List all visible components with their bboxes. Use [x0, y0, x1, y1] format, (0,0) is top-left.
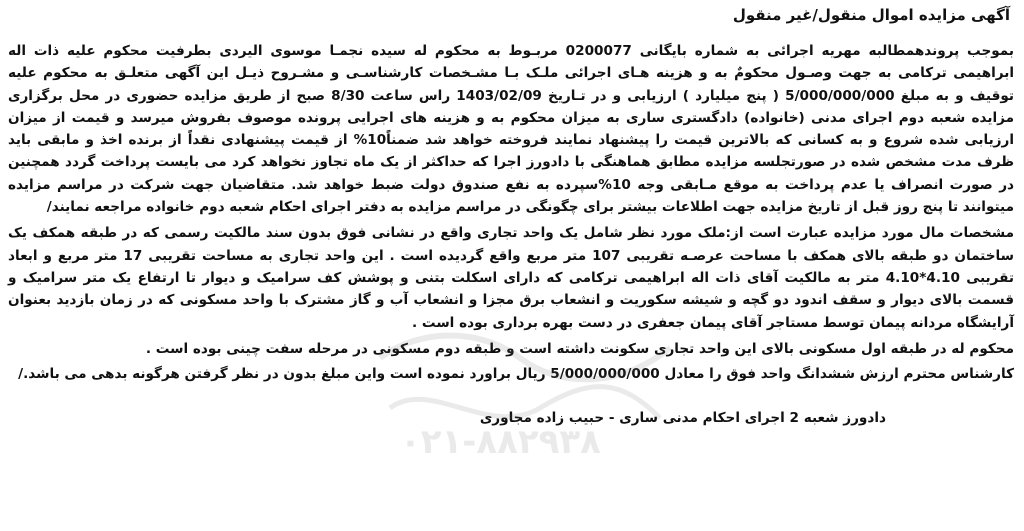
- auction-notice: [8, 4, 1014, 526]
- valuation-paragraph: کارشناس محترم ارزش ششدانگ واحد فوق را معادل 5/000/000/000 ریال براورد نموده است واین مبلغ بدون در نظر گرفتن هرگونه بدهی می باشد./: [18, 366, 1014, 383]
- notice-title: آگهی مزایده اموال منقول/غیر منقول: [732, 6, 1010, 24]
- occupancy-paragraph: محکوم له در طبقه اول مسکونی بالای این واحد تجاری سکونت داشته است و طبقه دوم مسکونی در مرحله سفت چینی بوده است .: [145, 340, 1014, 357]
- svg-text:۰۲۱-۸۸۲۹۳۸: ۰۲۱-۸۸۲۹۳۸: [400, 422, 601, 462]
- property-description-paragraph: مشخصات مال مورد مزایده عبارت است از:ملک مورد نظر شامل یک واحد تجاری واقع در نشانی فوق بدون سند مالکیت رسمی که در طبقه همکف یک ساختمان دو طبقه بالای همکف با مساحت عرصـه تقریبی 107 متر مربع واقع گردیده است . این واحد تجاری به مساحت تقریبی 17 متر مربع و ابعاد تقریبی 4.10*4.10 متر به مالکیت آقای ذات اله ابراهیمی ترکامی که دارای اسکلت بتنی و پوشش کف سرامیک و دیوار تا ارتفاع یک متر سرامیک و قسمت بالای دیوار و سقف اندود دو گچه و شیشه سکوریت و انشعاب برق مجزا و انشعاب آب و گاز مشترک با واحد مسکونی که در زمان بازدید بعنوان آرایشگاه مردانه پیمان توسط مستاجر آقای پیمان جعفری در دست بهره برداری بوده است .: [8, 225, 1015, 331]
- signature-line: دادورز شعبه 2 اجرای احکام مدنی ساری - حبیب زاده مجاوری: [479, 410, 886, 427]
- auction-terms-paragraph: بموجب پروندهمطالبه مهریه اجرائی به شماره بایگانی 0200077 مربـوط به محکوم له سیده نجمـا موسوی الیردی بطرفیت محکوم علیه ذات اله ابراهیمی ترکامی به جهت وصـول محکومٌ به و هزینه هـای اجرائی ملـک بـا مشـخصات کارشناسـی و مشـروح ذیـل این آگهی متعلـق به محکوم علیه توقیف و به مبلغ 5/000/000/000 ( پنج میلیارد ) ارزیابی و در تـاریخ 1403/02/09 راس ساعت 8/30 صبح از طریق مزایده حضوری در محل برگزاری مزایده شعبه دوم اجرای مدنی (خانواده) دادگستری ساری به میزان محکوم به و هزینه های اجرایی پرونده موصوف بفروش میرسد و قیمت از میزان ارزیابی شده شروع و به کسانی که بالاترین قیمت را پیشنهاد نمایند فروخته خواهد شد ضمناً10% از قیمت پیشنهادی نقداً از برنده اخذ و مابقی باید ظرف مدت مشخص شده در صورتجلسه مزایده مطابق هماهنگی با دادورز اجرا که حداکثر از یک ماه تجاوز نخواهد کرد می بایست پرداخت گردد همچنین در صورت انصراف یا عدم پرداخت به موقع مـابقی وجه 10%سپرده به نفع صندوق دولت ضبط خواهد شد. متقاضیان جهت شرکت در مراسم مزایده میتوانند تا پنج روز قبل از تاریخ مزایده جهت اطلاعات بیشتر برای چگونگی در مراسم مزایده به دفتر اجرای احکام شعبه دوم خانواده مراجعه نمایند/: [8, 43, 1014, 216]
